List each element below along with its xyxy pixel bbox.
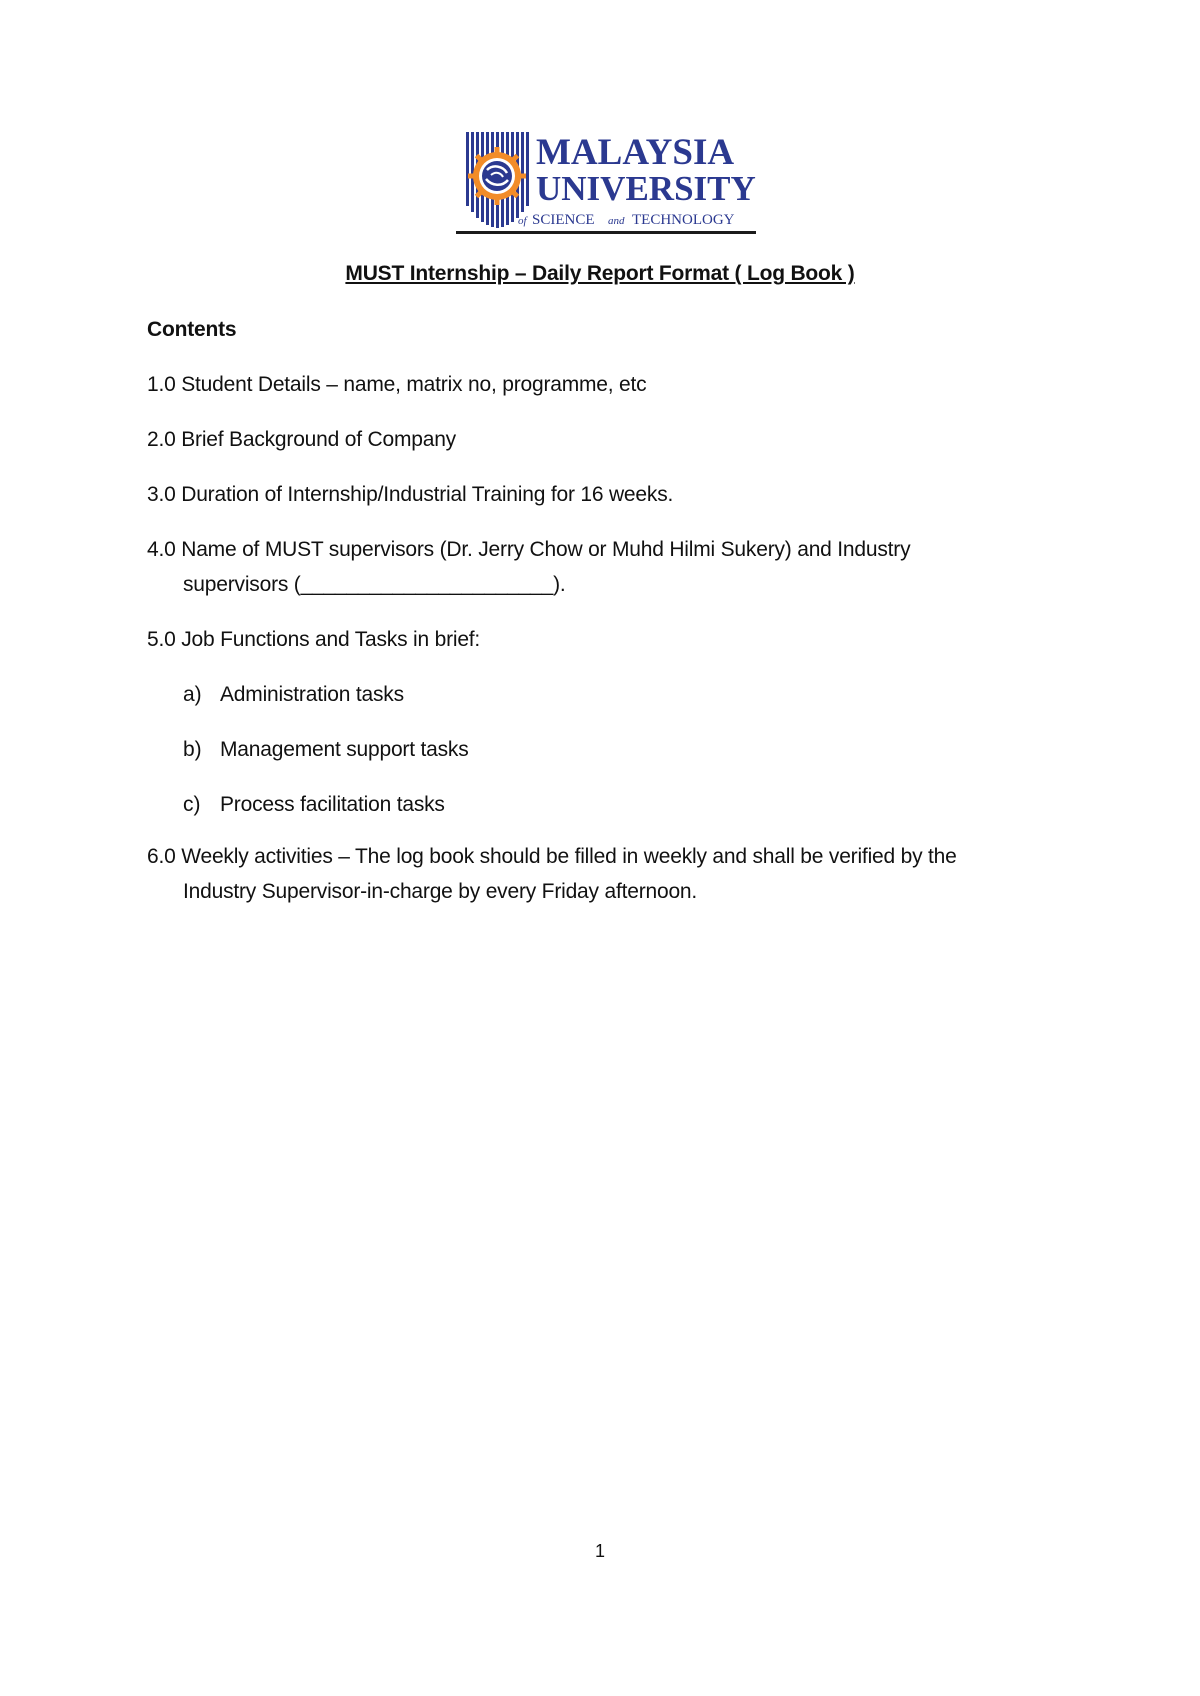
list-item-duration: 3.0 Duration of Internship/Industrial Training for 16 weeks.: [147, 483, 674, 506]
list-item-weekly-activities-line2: Industry Supervisor-in-charge by every Friday afternoon.: [183, 880, 698, 903]
logo-line-university: UNIVERSITY: [536, 169, 756, 208]
list-item-company-background: 2.0 Brief Background of Company: [147, 428, 456, 451]
list-item-weekly-activities-line1: 6.0 Weekly activities – The log book should be filled in weekly and shall be verified by the: [147, 845, 957, 868]
sub-item-management-support: Management support tasks: [220, 738, 469, 761]
list-item-supervisors-line1: 4.0 Name of MUST supervisors (Dr. Jerry Chow or Muhd Hilmi Sukery) and Industry: [147, 538, 911, 561]
sub-item-process-facilitation: Process facilitation tasks: [220, 793, 445, 816]
sub-item-administration: Administration tasks: [220, 683, 404, 706]
list-item-student-details: 1.0 Student Details – name, matrix no, programme, etc: [147, 373, 647, 396]
logo-line-science: SCIENCE: [532, 212, 595, 228]
logo-line-of: of: [518, 215, 527, 227]
sub-item-marker-b: b): [183, 738, 202, 761]
list-item-supervisors-line2: supervisors (______________________).: [183, 573, 566, 596]
logo-line-and: and: [608, 215, 625, 227]
page-number: 1: [594, 1541, 605, 1561]
sub-item-marker-a: a): [183, 683, 202, 706]
logo-line-technology: TECHNOLOGY: [632, 212, 735, 228]
list-item-job-functions: 5.0 Job Functions and Tasks in brief:: [147, 628, 481, 651]
university-logo: [460, 128, 760, 236]
logo-underline-divider: [456, 231, 756, 234]
sub-item-marker-c: c): [183, 793, 201, 816]
logo-line-malaysia: MALAYSIA: [536, 132, 735, 173]
document-title: MUST Internship – Daily Report Format ( Log Book ): [345, 262, 855, 285]
university-crest-icon: [460, 128, 760, 236]
contents-heading: Contents: [147, 318, 237, 341]
